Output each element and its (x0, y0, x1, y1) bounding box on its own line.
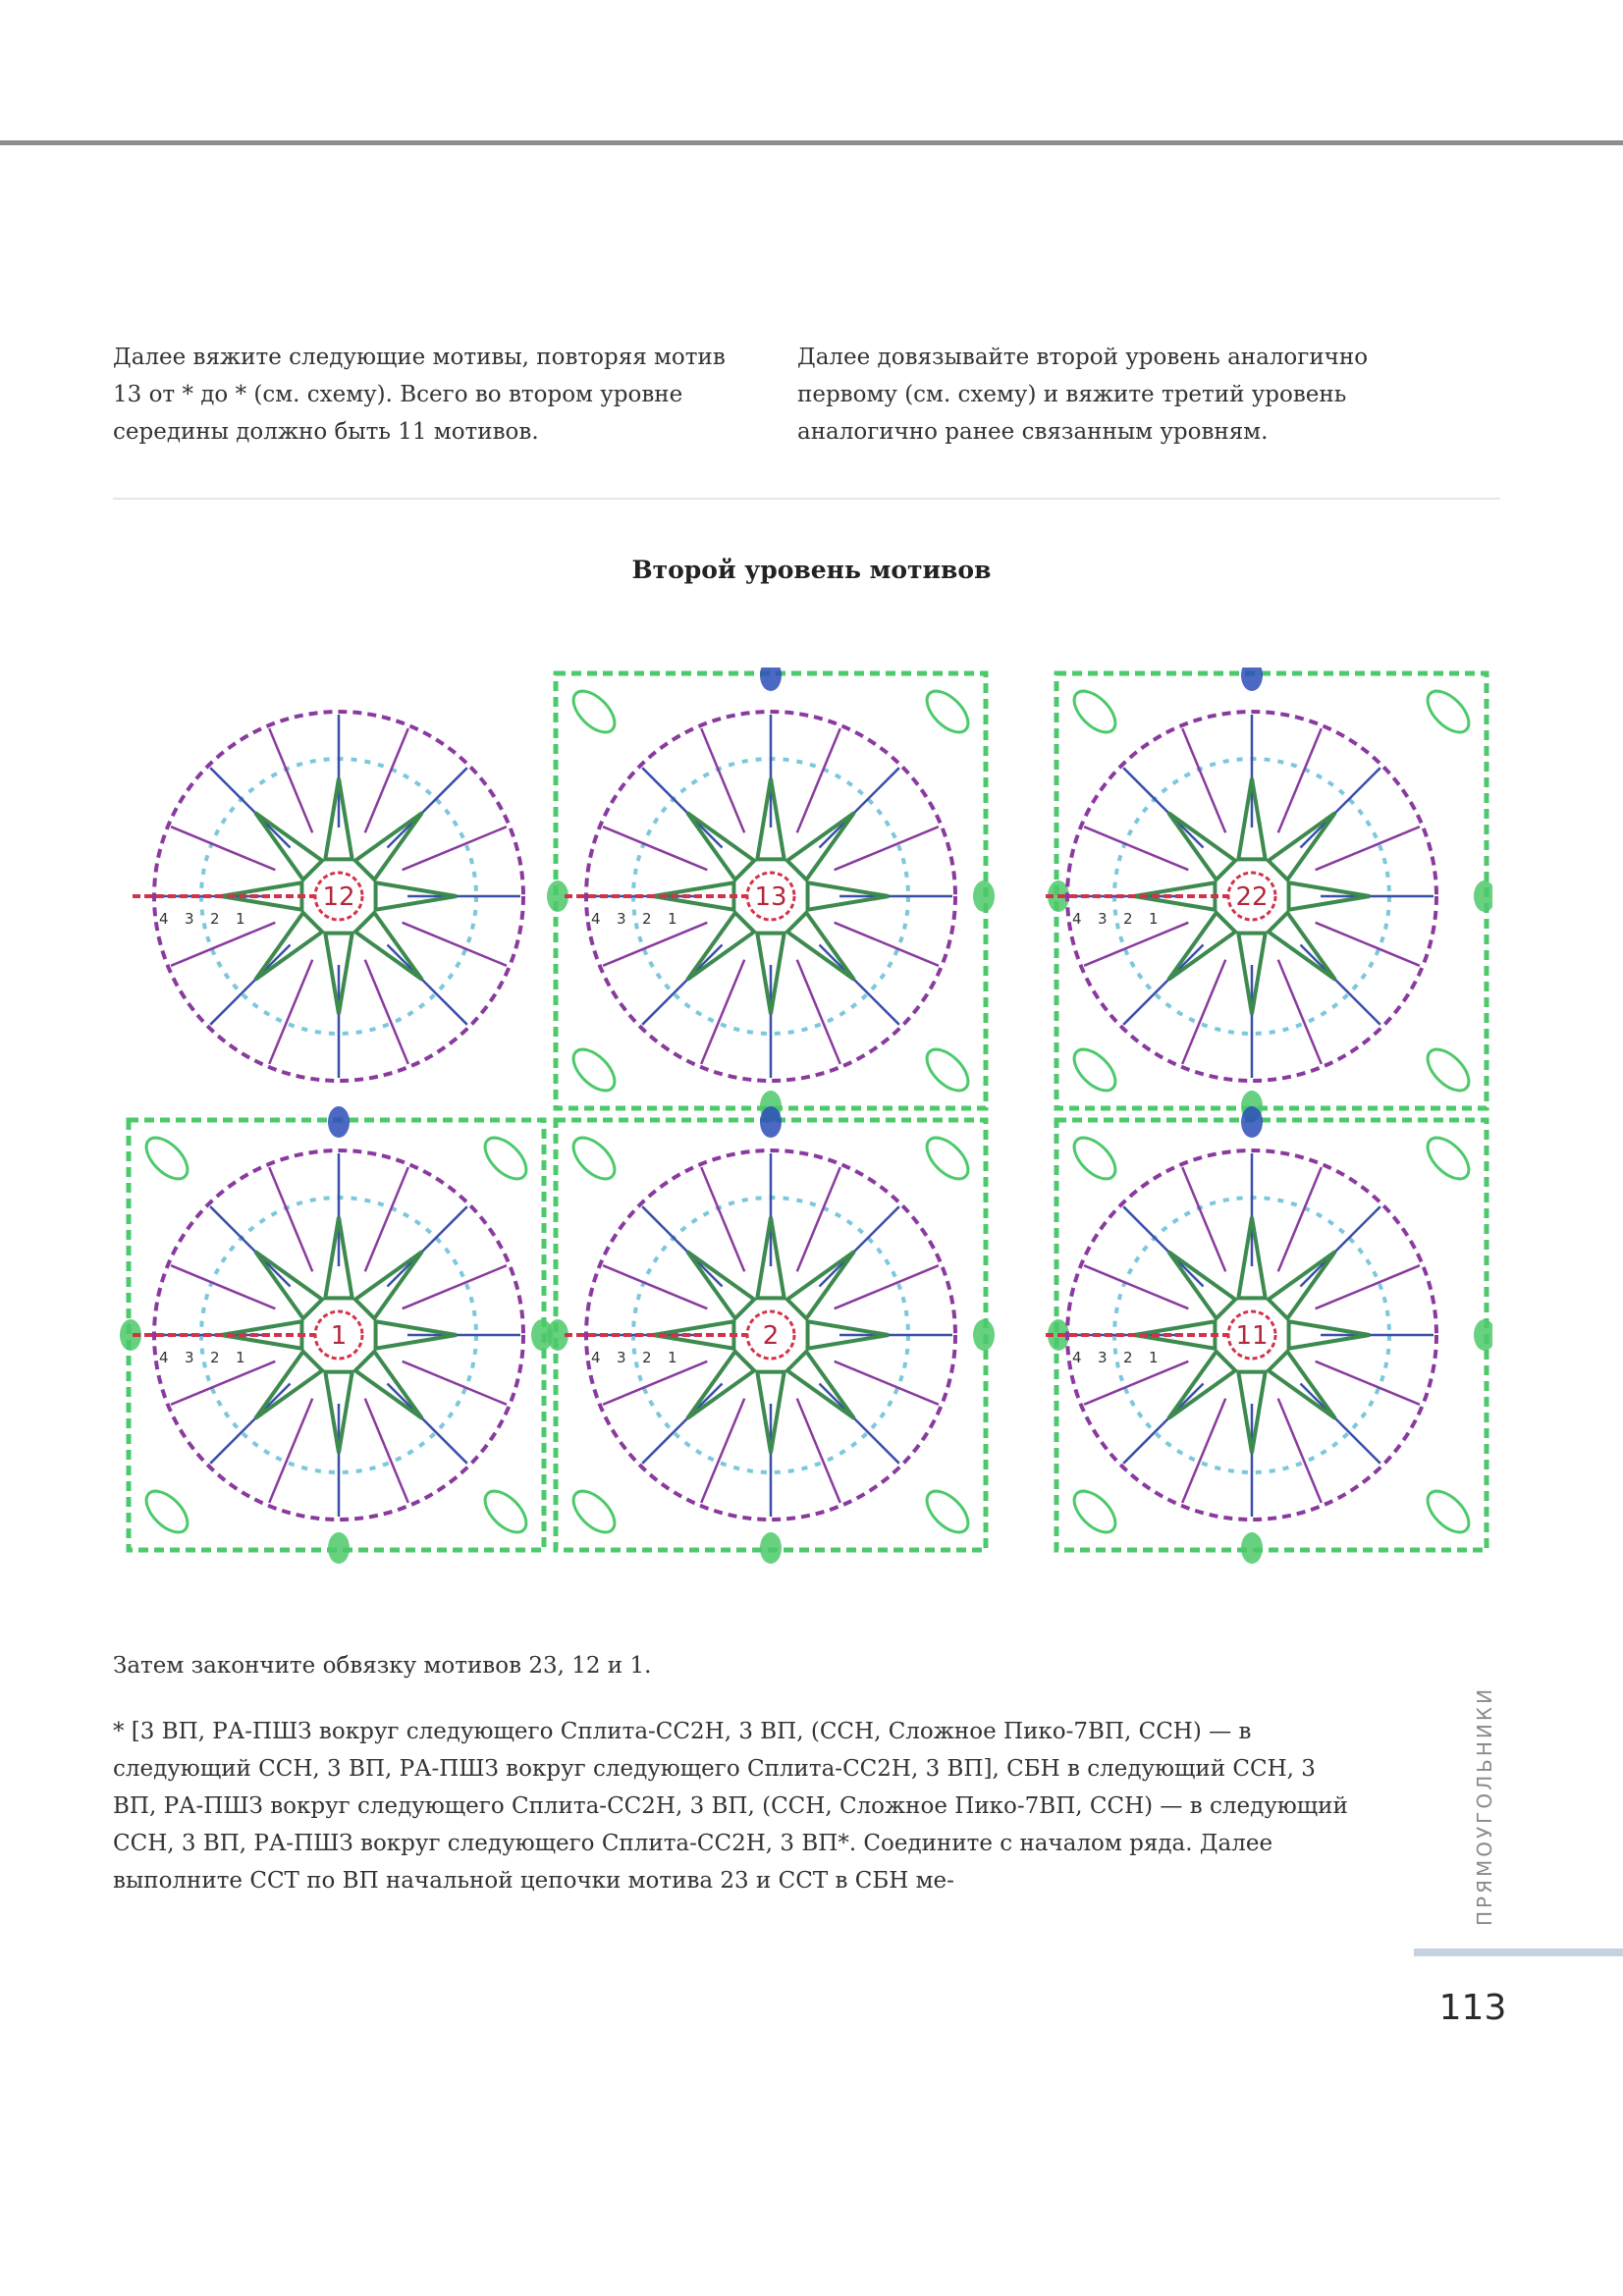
spoke-line (701, 960, 744, 1064)
intro-right-column (797, 339, 1445, 451)
corner-petal (139, 1131, 195, 1187)
picot-mark (1474, 881, 1492, 912)
row-number-label: 2 (1123, 910, 1133, 928)
motif-number-label: 1 (330, 1321, 348, 1351)
row-number-label: 3 (185, 1349, 194, 1366)
picot-mark (328, 1106, 350, 1138)
corner-petal (920, 684, 976, 740)
spoke-line (269, 1167, 312, 1271)
spoke-line (1300, 768, 1380, 847)
spoke-line (642, 1206, 722, 1286)
spoke-line (1300, 1206, 1380, 1286)
row-number-label: 3 (617, 1349, 626, 1366)
corner-petal (1421, 684, 1477, 740)
row-number-label: 2 (210, 1349, 220, 1366)
spoke-line (1182, 1399, 1225, 1503)
spoke-line (603, 923, 707, 966)
spoke-line (1300, 944, 1380, 1024)
spoke-line (1182, 960, 1225, 1064)
spoke-line (387, 1206, 466, 1286)
picot-mark (973, 881, 995, 912)
spoke-line (403, 827, 507, 870)
motif-number-label: 13 (754, 882, 787, 912)
spoke-line (1316, 1265, 1420, 1308)
corner-petal (567, 1131, 622, 1187)
spoke-line (387, 1383, 466, 1463)
row-number-label: 4 (591, 1349, 601, 1366)
picot-mark (760, 1106, 782, 1138)
row-number-label: 2 (210, 910, 220, 928)
spoke-line (603, 827, 707, 870)
spoke-line (1123, 1206, 1203, 1286)
spoke-line (365, 960, 408, 1064)
picot-mark (1474, 1319, 1492, 1351)
spoke-line (835, 923, 939, 966)
row-number-label: 3 (617, 910, 626, 928)
intro-left-column (113, 339, 761, 451)
spoke-line (819, 944, 898, 1024)
spoke-line (1182, 728, 1225, 832)
spoke-line (210, 1206, 290, 1286)
corner-petal (478, 1131, 534, 1187)
spoke-line (365, 728, 408, 832)
spoke-line (210, 1383, 290, 1463)
spoke-line (1084, 923, 1188, 966)
row-number-label: 1 (1149, 1349, 1159, 1366)
spoke-line (171, 827, 275, 870)
spoke-line (1084, 827, 1188, 870)
motif-number-label: 11 (1235, 1321, 1269, 1351)
spoke-line (701, 1399, 744, 1503)
picot-mark (760, 667, 782, 691)
diagram-heading: Второй уровень мотивов (631, 556, 992, 584)
spoke-line (819, 768, 898, 847)
corner-petal (1421, 1484, 1477, 1540)
row-number-label: 4 (591, 910, 601, 928)
spoke-line (403, 1362, 507, 1405)
spoke-line (642, 768, 722, 847)
row-number-label: 4 (159, 910, 169, 928)
row-number-label: 4 (1072, 1349, 1082, 1366)
crochet-motif-diagram (118, 667, 1492, 1571)
picot-mark (760, 1532, 782, 1564)
corner-petal (1067, 684, 1123, 740)
picot-mark (973, 1319, 995, 1351)
motif-number-label: 2 (762, 1321, 780, 1351)
row-number-label: 2 (1123, 1349, 1133, 1366)
row-number-label: 2 (642, 1349, 652, 1366)
spoke-line (797, 960, 840, 1064)
row-number-label: 3 (1098, 910, 1108, 928)
corner-petal (567, 684, 622, 740)
spoke-line (210, 944, 290, 1024)
spoke-line (269, 960, 312, 1064)
corner-petal (920, 1131, 976, 1187)
spoke-line (1316, 827, 1420, 870)
spoke-line (701, 728, 744, 832)
spoke-line (171, 1265, 275, 1308)
section-side-label: ПРЯМОУГОЛЬНИКИ (1473, 1685, 1496, 1926)
corner-petal (1421, 1131, 1477, 1187)
row-number-label: 1 (236, 1349, 245, 1366)
spoke-line (387, 768, 466, 847)
spoke-line (1182, 1167, 1225, 1271)
spoke-line (1278, 1399, 1322, 1503)
row-number-label: 1 (1149, 910, 1159, 928)
section-divider (113, 498, 1500, 500)
corner-petal (1067, 1042, 1123, 1098)
corner-petal (567, 1042, 622, 1098)
spoke-line (1316, 923, 1420, 966)
instruction-paragraph-2: * [3 ВП, РА-ПШЗ вокруг следующего Сплита-СС2Н, 3 ВП, (ССН, Сложное Пико-7ВП, ССН) — в следующий ССН, 3 ВП, РА-ПШЗ вокруг следующего Сплита-СС2Н, 3 ВП], СБН в следующий ССН, 3 ВП, РА-ПШЗ вокруг следующего Сплита-СС2Н, 3 ВП, (ССН, Сложное Пико-7ВП, ССН) — в следующий ССН, 3 ВП, РА-ПШЗ вокруг следующего Сплита-СС2Н, 3 ВП*. Соедините с началом ряда. Далее выполните ССТ по ВП начальной цепочки мотива 23 и ССТ в СБН ме- (113, 1719, 1348, 1894)
picot-mark (1241, 1106, 1263, 1138)
spoke-line (269, 728, 312, 832)
spoke-line (835, 827, 939, 870)
side-accent-bar (1414, 1949, 1623, 1956)
picot-mark (1241, 667, 1263, 691)
spoke-line (642, 944, 722, 1024)
spoke-line (1084, 1362, 1188, 1405)
corner-petal (139, 1484, 195, 1540)
spoke-line (1316, 1362, 1420, 1405)
row-number-label: 1 (668, 910, 677, 928)
spoke-line (365, 1167, 408, 1271)
spoke-line (797, 728, 840, 832)
spoke-line (797, 1399, 840, 1503)
spoke-line (210, 768, 290, 847)
spoke-line (171, 1362, 275, 1405)
corner-petal (920, 1042, 976, 1098)
corner-petal (1421, 1042, 1477, 1098)
spoke-line (387, 944, 466, 1024)
picot-mark (1241, 1532, 1263, 1564)
spoke-line (603, 1362, 707, 1405)
spoke-line (819, 1383, 898, 1463)
spoke-line (797, 1167, 840, 1271)
page-number: 113 (1438, 1988, 1507, 2028)
motif-number-label: 12 (322, 882, 355, 912)
intro-right-text: Далее довязывайте второй уровень аналогично первому (см. схему) и вяжите третий уровень аналогично ранее связанным уровням. (797, 345, 1369, 445)
spoke-line (1084, 1265, 1188, 1308)
top-rule (0, 140, 1623, 145)
spoke-line (835, 1362, 939, 1405)
picot-mark (328, 1532, 350, 1564)
spoke-line (365, 1399, 408, 1503)
spoke-line (1278, 728, 1322, 832)
spoke-line (835, 1265, 939, 1308)
spoke-line (642, 1383, 722, 1463)
spoke-line (1278, 960, 1322, 1064)
row-number-label: 4 (1072, 910, 1082, 928)
spoke-line (1300, 1383, 1380, 1463)
corner-petal (567, 1484, 622, 1540)
spoke-line (1123, 768, 1203, 847)
spoke-line (603, 1265, 707, 1308)
motif-number-label: 22 (1235, 882, 1269, 912)
row-number-label: 4 (159, 1349, 169, 1366)
spoke-line (269, 1399, 312, 1503)
intro-left-text: Далее вяжите следующие мотивы, повторяя мотив 13 от * до * (см. схему). Всего во втором уровне середины должно быть 11 мотивов. (113, 345, 726, 445)
spoke-line (1123, 1383, 1203, 1463)
spoke-line (1123, 944, 1203, 1024)
spoke-line (403, 923, 507, 966)
corner-petal (1067, 1131, 1123, 1187)
spoke-line (1278, 1167, 1322, 1271)
spoke-line (701, 1167, 744, 1271)
corner-petal (478, 1484, 534, 1540)
row-number-label: 1 (668, 1349, 677, 1366)
spoke-line (171, 923, 275, 966)
row-number-label: 3 (185, 910, 194, 928)
instruction-paragraph-1: Затем закончите обвязку мотивов 23, 12 и 1. (113, 1653, 652, 1679)
row-number-label: 3 (1098, 1349, 1108, 1366)
row-number-label: 2 (642, 910, 652, 928)
spoke-line (819, 1206, 898, 1286)
corner-petal (920, 1484, 976, 1540)
spoke-line (403, 1265, 507, 1308)
row-number-label: 1 (236, 910, 245, 928)
corner-petal (1067, 1484, 1123, 1540)
